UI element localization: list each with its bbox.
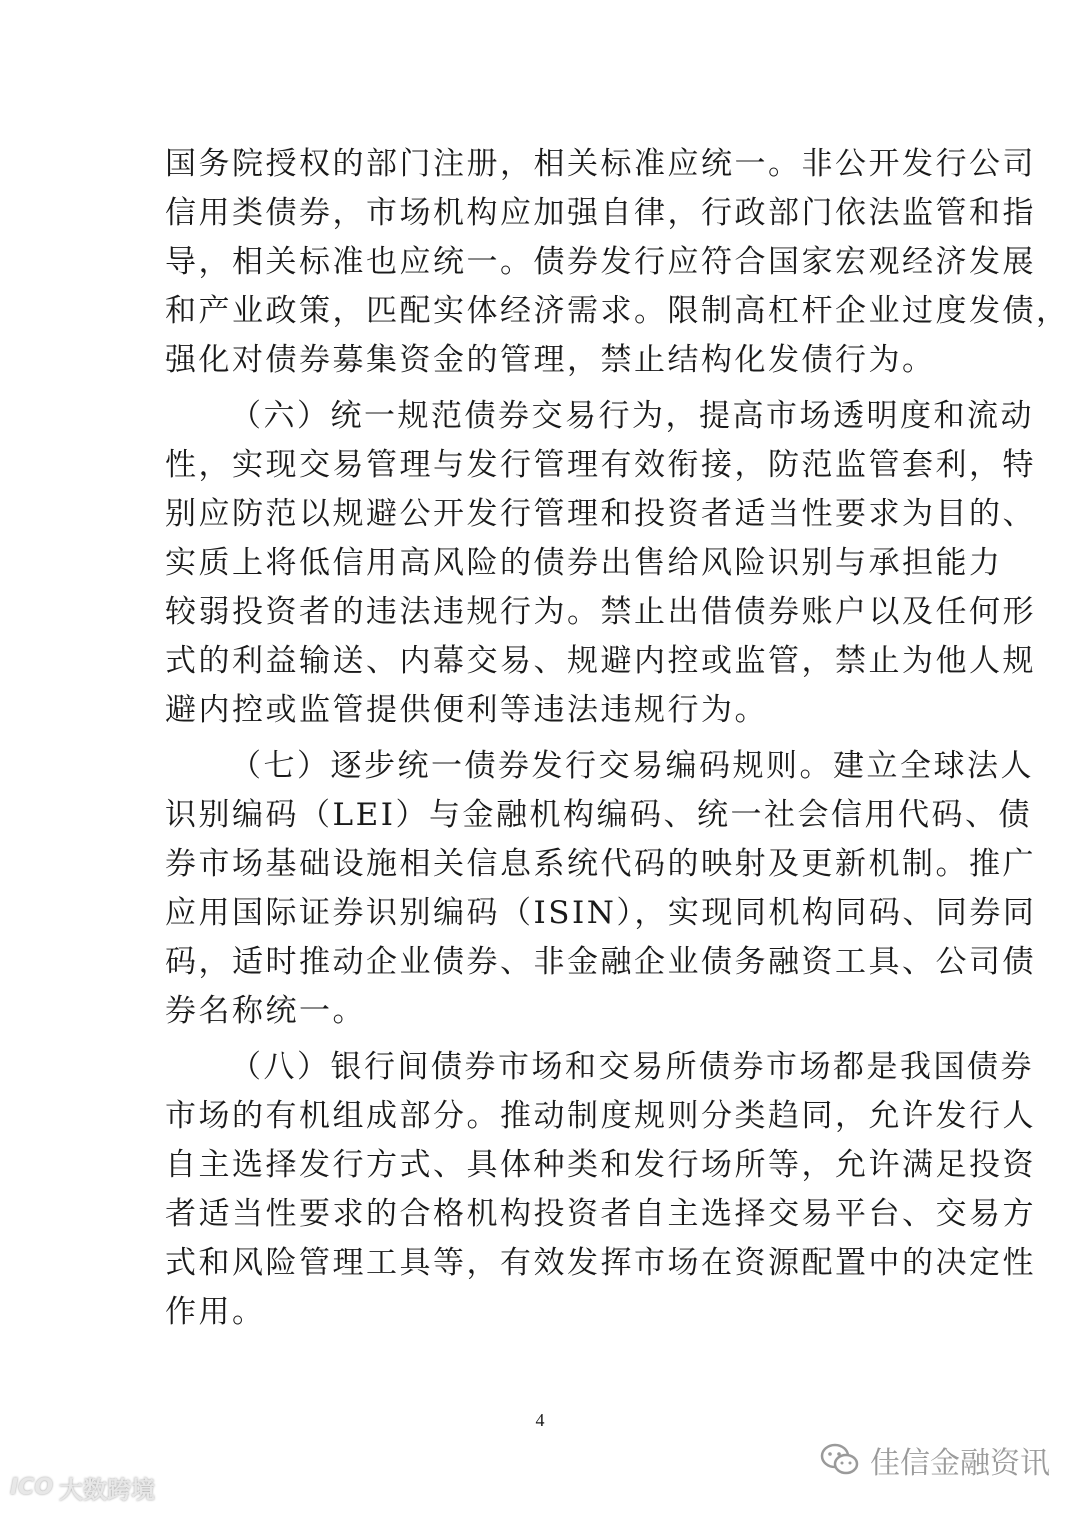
wechat-icon: [820, 1443, 860, 1477]
text-line: 码，适时推动企业债券、非金融企业债务融资工具、公司债: [165, 944, 1036, 980]
text-line: 式的利益输送、内幕交易、规避内控或监管，禁止为他人规: [165, 643, 1036, 679]
watermark-right-text: 佳信金融资讯: [870, 1446, 1050, 1481]
text-line: 券市场基础设施相关信息系统代码的映射及更新机制。推广: [165, 846, 1036, 882]
watermark-right: [820, 1438, 1050, 1482]
paragraph-seven-heading: （七）逐步统一债券发行交易编码规则。建立全球法人: [230, 748, 1034, 784]
text-line: 券名称统一。: [165, 993, 366, 1029]
text-line: 和产业政策，匹配实体经济需求。限制高杠杆企业过度发债，: [165, 293, 1070, 329]
text-line: 导，相关标准也应统一。债券发行应符合国家宏观经济发展: [165, 244, 1036, 280]
watermark-logo: ICO: [10, 1475, 54, 1500]
paragraph-eight-heading: （八）银行间债券市场和交易所债券市场都是我国债券: [230, 1049, 1034, 1085]
watermark-left: [10, 1470, 155, 1505]
page-number: 4: [535, 1410, 545, 1430]
text-line: 国务院授权的部门注册，相关标准应统一。非公开发行公司: [165, 146, 1036, 182]
text-line: 作用。: [165, 1294, 266, 1330]
text-line: 较弱投资者的违法违规行为。禁止出借债券账户以及任何形: [165, 594, 1036, 630]
paragraph-six-heading: （六）统一规范债券交易行为，提高市场透明度和流动: [230, 398, 1034, 434]
text-line: 强化对债券募集资金的管理，禁止结构化发债行为。: [165, 342, 936, 378]
text-line: 应用国际证券识别编码（ISIN），实现同机构同码、同券同: [165, 895, 1037, 931]
text-line: 市场的有机组成部分。推动制度规则分类趋同，允许发行人: [165, 1098, 1036, 1134]
text-line: 式和风险管理工具等，有效发挥市场在资源配置中的决定性: [165, 1245, 1036, 1281]
text-line: 识别编码（LEI）与金融机构编码、统一社会信用代码、债: [165, 797, 1032, 833]
text-line: 别应防范以规避公开发行管理和投资者适当性要求为目的、: [165, 496, 1036, 532]
text-line: 性，实现交易管理与发行管理有效衔接，防范监管套利，特: [165, 447, 1036, 483]
text-line: 避内控或监管提供便利等违法违规行为。: [165, 692, 768, 728]
text-line: 者适当性要求的合格机构投资者自主选择交易平台、交易方: [165, 1196, 1036, 1232]
text-line: 实质上将低信用高风险的债券出售给风险识别与承担能力: [165, 545, 1003, 581]
text-line: 信用类债券，市场机构应加强自律，行政部门依法监管和指: [165, 195, 1036, 231]
text-line: 自主选择发行方式、具体种类和发行场所等，允许满足投资: [165, 1147, 1036, 1183]
watermark-left-text: 大数跨境: [59, 1476, 156, 1504]
